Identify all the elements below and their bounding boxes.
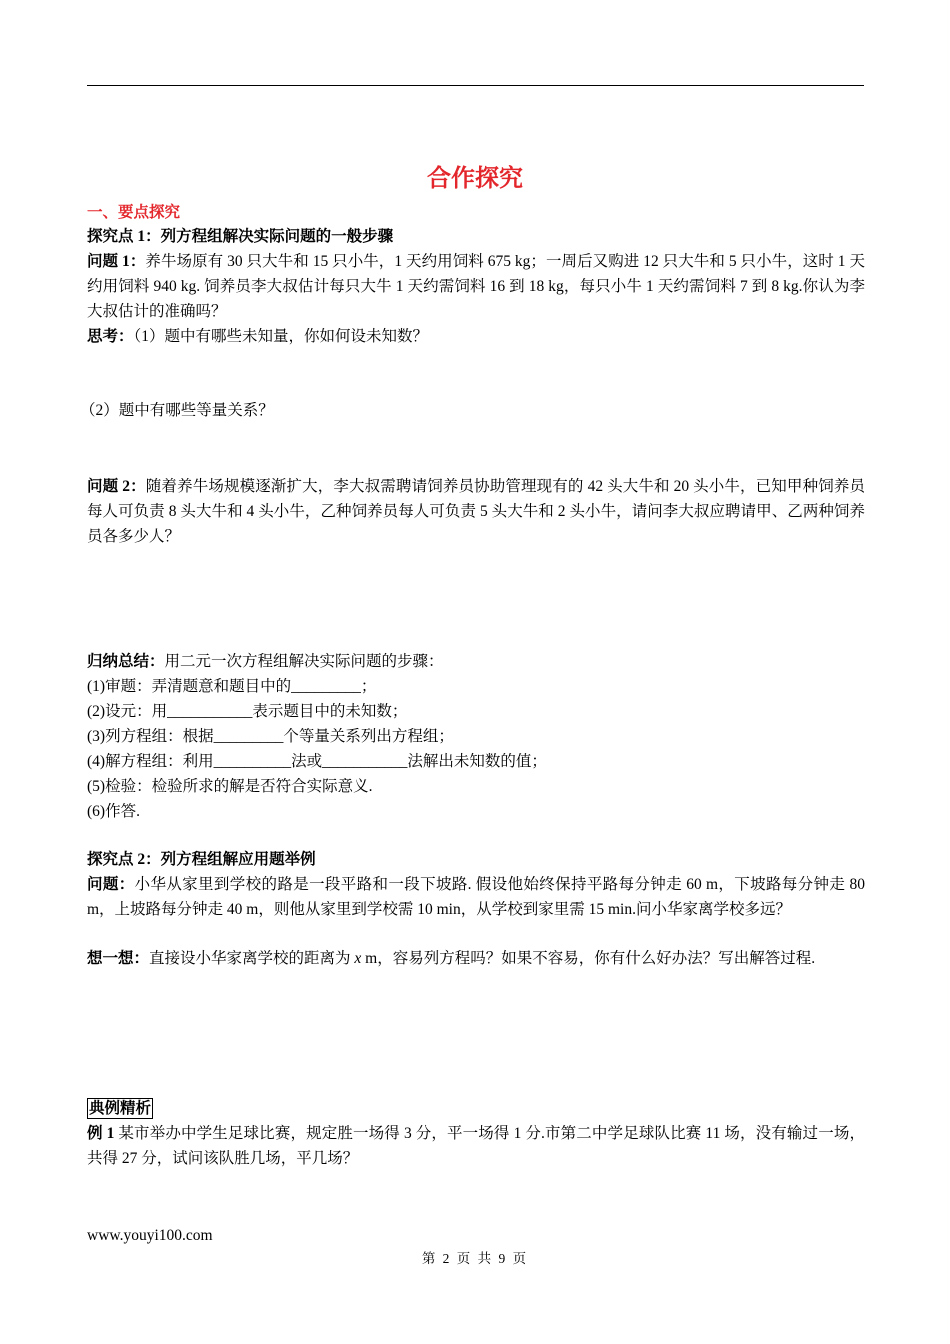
- example-1: [87, 1121, 865, 1171]
- question-1-label: 问题 1：: [87, 253, 146, 270]
- question-2: [87, 474, 865, 549]
- example-heading-row: [87, 1096, 865, 1121]
- page-title: 合作探究: [427, 164, 523, 192]
- page-number: 第 2 页 共 9 页: [421, 1251, 529, 1266]
- point2-title: 探究点 2：列方程组解应用题举例: [87, 851, 316, 868]
- summary-step: (5)检验：检验所求的解是否符合实际意义.: [87, 778, 373, 795]
- summary-step: (6)作答.: [87, 803, 140, 820]
- summary-step: (2)设元：用___________表示题目中的未知数；: [87, 703, 408, 720]
- question-3: [87, 872, 865, 922]
- think-label: 思考：: [87, 328, 134, 345]
- think-2: [87, 946, 865, 971]
- think-1: [87, 324, 865, 349]
- question-2-label: 问题 2：: [87, 478, 146, 495]
- summary-label: 归纳总结：: [87, 653, 165, 670]
- summary-step: (4)解方程组：利用__________法或___________法解出未知数的值；: [87, 753, 547, 770]
- summary-step: (3)列方程组：根据_________个等量关系列出方程组；: [87, 728, 454, 745]
- question-3-label: 问题：: [87, 876, 135, 893]
- example-1-text: 某市举办中学生足球比赛，规定胜一场得 3 分，平一场得 1 分.市第二中学足球队比赛 11 场，没有输过一场，共得 27 分，试问该队胜几场，平几场？: [87, 1125, 865, 1167]
- question-2-text: 随着养牛场规模逐渐扩大，李大叔需聘请饲养员协助管理现有的 42 头大牛和 20 头小牛，已知甲种饲养员每人可负责 8 头大牛和 4 头小牛，乙种饲养员每人可负责 5 头大牛和 2 头小牛，请问李大叔应聘请甲、乙两种饲养员各多少人？: [87, 478, 865, 545]
- header-rule: [87, 85, 864, 86]
- question-1-text: 养牛场原有 30 只大牛和 15 只小牛，1 天约用饲料 675 kg；一周后又购进 12 只大牛和 5 只小牛，这时 1 天约用饲料 940 kg. 饲养员李大叔估计每只大牛 1 天约需饲料 16 到 18 kg，每只小牛 1 天约需饲料 7 到 8 kg.你认为李大叔估计的准确吗？: [87, 253, 865, 320]
- think-q1: （1）题中有哪些未知量，你如何设未知数？: [133, 328, 429, 345]
- question-1: [87, 249, 865, 324]
- example-1-label: 例 1: [87, 1125, 115, 1142]
- think-2-text-b: m，容易列方程吗？如果不容易，你有什么好办法？写出解答过程.: [361, 950, 816, 967]
- summary-intro: [87, 649, 865, 674]
- think-q2: （2）题中有哪些等量关系？: [80, 402, 274, 419]
- think-2-text-a: 直接设小华家离学校的距离为: [149, 950, 355, 967]
- section-heading: 一、要点探究: [87, 204, 181, 221]
- question-3-text: 小华从家里到学校的路是一段平路和一段下坡路. 假设他始终保持平路每分钟走 60 m，下坡路每分钟走 80 m，上坡路每分钟走 40 m，则他从家里到学校需 10 min，从学校到家里需 15 min.问小华家离学校多远？: [87, 876, 865, 918]
- think-2-label: 想一想：: [87, 950, 150, 967]
- summary-step: (1)审题：弄清题意和题目中的_________；: [87, 678, 377, 695]
- example-heading: 典例精析: [89, 1100, 152, 1117]
- footer-url: www.youyi100.com: [87, 1227, 213, 1244]
- variable-x: x: [354, 950, 362, 967]
- summary-intro-text: 用二元一次方程组解决实际问题的步骤：: [164, 653, 444, 670]
- point1-title: 探究点 1：列方程组解决实际问题的一般步骤: [87, 228, 394, 245]
